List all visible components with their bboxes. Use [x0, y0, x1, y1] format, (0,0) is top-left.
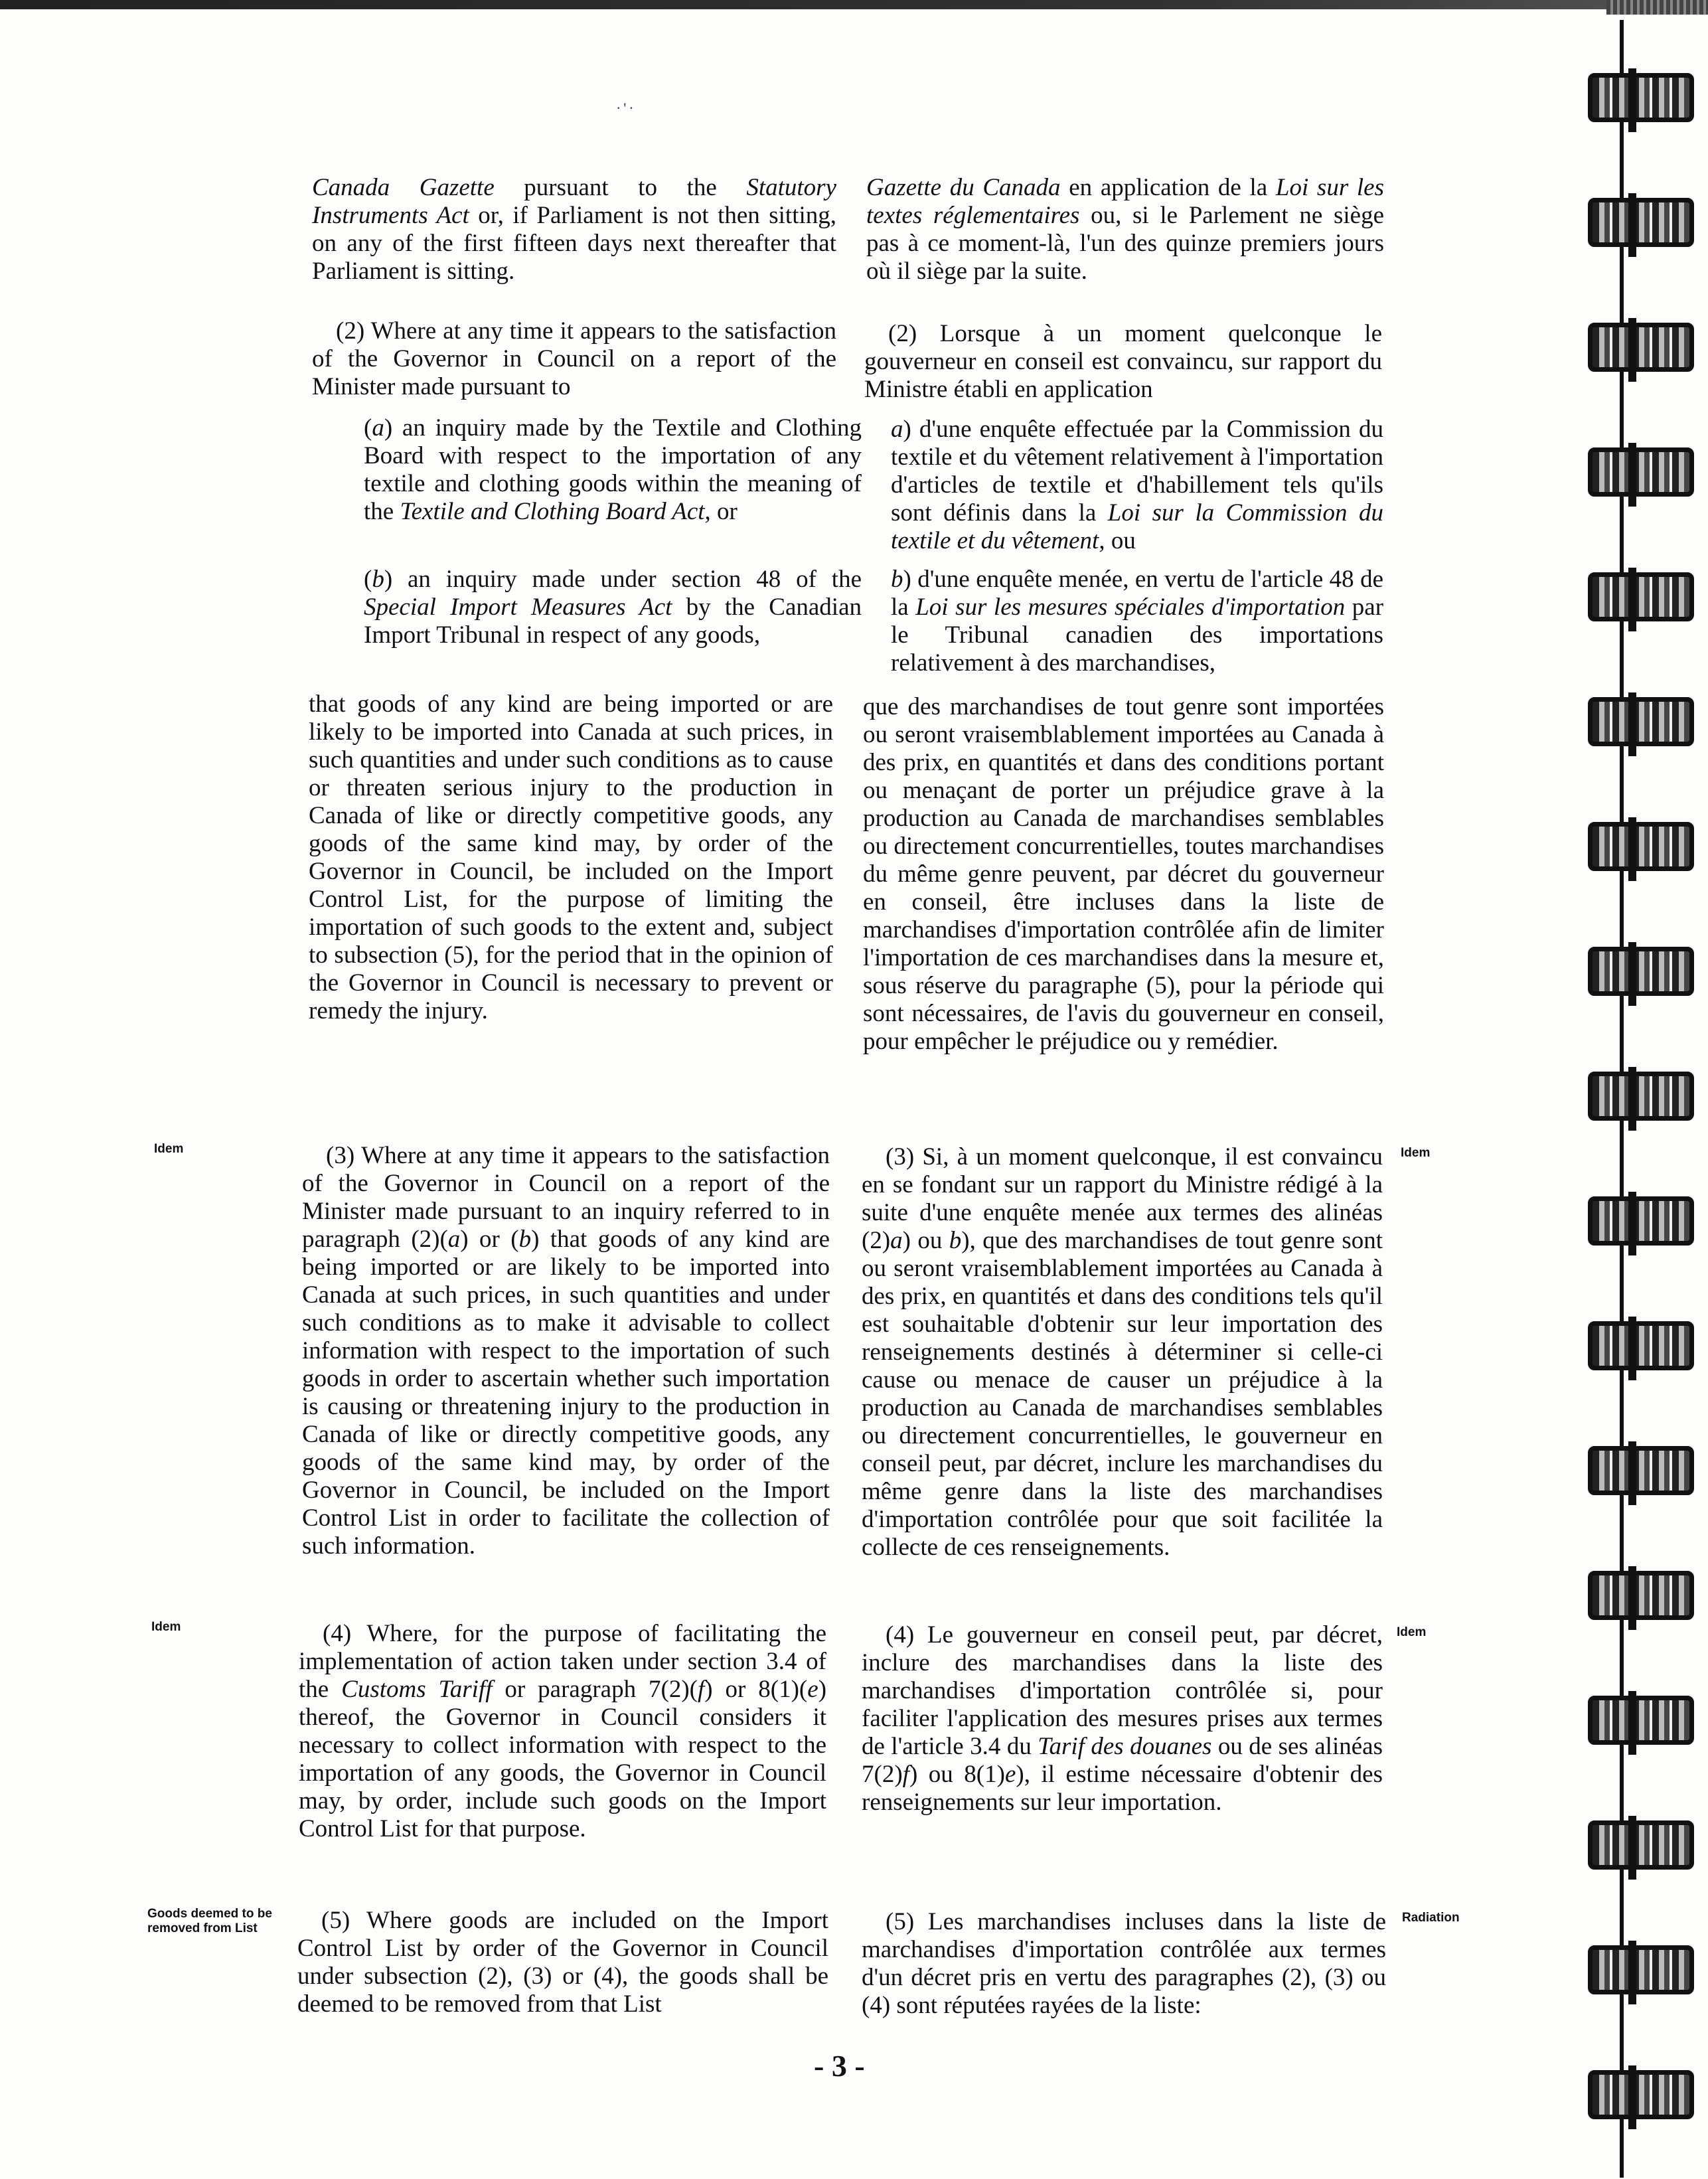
binding-ring: [1588, 1321, 1694, 1370]
en-s3-t0: (3) Where at any time it appears to the satisfaction of the Governor in Council on a report of the Minister made pursuant to an inquiry referred to in paragraph (2)(: [302, 1142, 830, 1253]
en-s5: (5) Where goods are included on the Import Control List by order of the Governor in Council under subsection (2), (3) or (4), the goods shall be deemed to be removed from that List: [297, 1907, 828, 2018]
en-s4-e: e: [807, 1676, 818, 1703]
en-s4-t2: ) or 8(1)(: [704, 1676, 808, 1703]
fr-s2b-letter: b: [891, 566, 903, 593]
binding-ring: [1588, 947, 1694, 996]
fr-s2-intro: (2) Lorsque à un moment quelconque le gouverneur en conseil est convaincu, sur rapport du Ministre établi en application: [864, 320, 1382, 403]
en-s3-t1: ) or (: [460, 1226, 519, 1253]
en-p1-act: Statutory Instruments Act: [312, 174, 837, 229]
binding-ring: [1588, 572, 1694, 621]
en-s2b-t2: by the Canadian Import Tribunal in respect of any goods,: [364, 594, 862, 649]
en-s2a-t1: ) an inquiry made by the Textile and Clothing Board with respect to the importation of any textile and clothing goods within the meaning of the: [364, 414, 862, 525]
en-s4: [299, 1620, 826, 1843]
fr-s2-b: [864, 566, 1383, 677]
en-s2-b: [309, 566, 862, 649]
fr-s3-t1: ) ou: [902, 1227, 949, 1254]
en-margin-idem-4: Idem: [151, 1620, 181, 1634]
binding-ring: [1588, 1945, 1694, 1994]
binding-ring: [1588, 822, 1694, 871]
en-s2a-act: Textile and Clothing Board Act: [400, 498, 705, 525]
fr-s4-t2: ) ou 8(1): [909, 1761, 1005, 1788]
en-s2b-t0: (: [364, 566, 372, 593]
binding-ring: [1588, 1571, 1694, 1620]
en-para-1: [312, 174, 836, 285]
en-p1-t2: or, if Parliament is not then sitting, on any of the first fifteen days next thereafter that Parliament is sitting.: [312, 202, 837, 285]
en-s4-f: f: [697, 1676, 705, 1703]
fr-s4: [862, 1621, 1383, 1816]
en-s2b-act: Special Import Measures Act: [364, 594, 672, 621]
fr-p1-t2: ou, si le Parlement ne siège pas à ce moment-là, l'un des quinze premiers jours où il siège par la suite.: [866, 202, 1384, 285]
binding-ring: [1588, 1072, 1694, 1121]
fr-s2a-t2: , ou: [1099, 527, 1136, 554]
fr-s4-f: f: [902, 1761, 909, 1788]
binding-ring: [1588, 697, 1694, 746]
fr-p1-gazette: Gazette du Canada: [866, 174, 1061, 201]
en-s3-a: a: [447, 1226, 461, 1253]
en-p1-gazette: Canada Gazette: [312, 174, 495, 201]
en-margin-deemed-removed: Goods deemed to be removed from List: [147, 1907, 272, 1935]
binding-ring: [1588, 1696, 1694, 1745]
en-s2a-t2: , or: [704, 498, 738, 525]
en-s4-t0: (4) Where, for the purpose of facilitating the implementation of action taken under section 3.4 of the: [299, 1620, 826, 1703]
binding-ring: [1588, 1820, 1694, 1870]
binding-ring: [1588, 323, 1694, 372]
fr-s3-a: a: [890, 1227, 903, 1254]
fr-s2a-letter: a: [891, 416, 903, 443]
fr-s3: [862, 1143, 1383, 1562]
fr-s2-tail: que des marchandises de tout genre sont importées ou seront vraisemblablement importées au Canada à des prix, en quantités et dans des conditions portant ou menaçant de porter un préjudice grave à la production au Canada de marchandises semblables ou directement concurrentielles, toutes marchandises du même genre peuvent, par décret du gouverneur en conseil, être incluses dans la liste de marchandises d'importation contrôlée afin de limiter l'importation de ces marchandises dans la mesure et, sous réserve du paragraphe (5), pour la période qui sont nécessaires, de l'avis du gouverneur en conseil, pour empêcher le préjudice ou y remédier.: [863, 693, 1384, 1055]
fr-s3-b: b: [949, 1227, 962, 1254]
en-s2a-letter: a: [372, 414, 384, 442]
fr-s2b-t1: ) d'une enquête menée, en vertu de l'article 48 de la: [891, 566, 1383, 621]
binding-ring: [1588, 73, 1694, 122]
top-scan-artifact: [1606, 0, 1708, 15]
fr-s2b-loi: Loi sur les mesures spéciales d'importation: [915, 594, 1346, 621]
fr-s3-t0: (3) Si, à un moment quelconque, il est convaincu en se fondant sur un rapport du Ministre rédigé à la suite d'une enquête menée aux termes des alinéas (2): [862, 1143, 1383, 1254]
en-s2b-t1: ) an inquiry made under section 48 of the: [384, 566, 862, 593]
fr-s2-a: [864, 416, 1383, 555]
fr-margin-radiation: Radiation: [1402, 1911, 1460, 1925]
en-s2-a: [309, 414, 862, 526]
en-s4-t3: ) thereof, the Governor in Council considers it necessary to collect information with respect to the importation of any goods, the Governor in Council may, by order, include such goods on the Import Control List for that purpose.: [299, 1676, 827, 1842]
fr-s4-t1: ou de ses alinéas 7(2): [862, 1733, 1383, 1788]
binding-ring: [1588, 198, 1694, 247]
en-s2a-t0: (: [364, 414, 372, 442]
binding-ring: [1588, 447, 1694, 497]
fr-p1-loi: Loi sur les textes réglementaires: [866, 174, 1385, 229]
fr-para-1: [866, 174, 1384, 285]
fr-s4-t3: ), il estime nécessaire d'obtenir des renseignements sur leur importation.: [862, 1761, 1383, 1816]
fr-s2a-t1: ) d'une enquête effectuée par la Commission du textile et du vêtement relativement à l'importation d'articles de textile et d'habillement tels qu'ils sont définis dans la: [891, 416, 1383, 526]
en-s3-b: b: [518, 1226, 532, 1253]
fr-margin-idem-4: Idem: [1397, 1625, 1427, 1639]
binding-ring: [1588, 2070, 1694, 2119]
fr-s3-t2: ), que des marchandises de tout genre sont ou seront vraisemblablement importées au Canada à des prix, en quantités et dans des conditions tels qu'il est souhaitable d'obtenir sur leur importation des renseignements destinés à déterminer si celle-ci cause ou menace de causer un préjudice à la production au Canada de marchandises semblables ou directement concurrentielles, le gouverneur en conseil peut, par décret, inclure les marchandises du même genre dans la liste des marchandises d'importation contrôlée pour que soit facilitée la collecte de ces renseignements.: [862, 1227, 1383, 1561]
binding-ring: [1588, 1446, 1694, 1495]
en-s2-tail: that goods of any kind are being imported or are likely to be imported into Canada at such prices, in such quantities and under such conditions as to cause or threaten serious injury to the production in Canada of like or directly competitive goods, any goods of the same kind may, by order of the Governor in Council, be included on the Import Control List, for the purpose of limiting the importation of such goods to the extent and, subject to subsection (5), for the period that in the opinion of the Governor in Council is necessary to prevent or remedy the injury.: [309, 690, 833, 1024]
top-scan-edge: [0, 0, 1708, 9]
en-s4-tariff: Customs Tariff: [341, 1676, 493, 1703]
fr-s2a-loi: Loi sur la Commission du textile et du vêtement: [891, 499, 1383, 554]
en-s3: [302, 1142, 830, 1560]
fr-s4-tarif: Tarif des douanes: [1038, 1733, 1212, 1760]
binding-ring: [1588, 1196, 1694, 1246]
fr-s4-t0: (4) Le gouverneur en conseil peut, par décret, inclure des marchandises dans la liste des marchandises d'importation contrôlée si, pour faciliter l'application des mesures prises aux termes de l'article 3.4 du: [862, 1621, 1383, 1760]
en-s4-t1: or paragraph 7(2)(: [492, 1676, 698, 1703]
en-margin-idem-3: Idem: [154, 1142, 184, 1156]
en-s3-t2: ) that goods of any kind are being imported or are likely to be imported into Canada at such prices, in such quantities and under such conditions as to make it advisable to collect information with respect to the importation of such goods in order to ascertain whether such importation is causing or threatening injury to the production in Canada of like or directly competitive goods, any goods of the same kind may, by order of the Governor in Council, be included on the Import Control List in order to facilitate the collection of such information.: [302, 1226, 830, 1560]
fr-p1-t1: en application de la: [1060, 174, 1276, 201]
fr-s4-e: e: [1004, 1761, 1016, 1788]
page-number: - 3 -: [814, 2049, 865, 2083]
en-s2-intro: (2) Where at any time it appears to the satisfaction of the Governor in Council on a report of the Minister made pursuant to: [312, 317, 836, 400]
fr-s5: (5) Les marchandises incluses dans la liste de marchandises d'importation contrôlée aux termes d'un décret pris en vertu des paragraphes (2), (3) ou (4) sont réputées rayées de la liste:: [862, 1908, 1386, 2019]
en-p1-t1: pursuant to the: [494, 174, 747, 201]
fr-s2b-t2: par le Tribunal canadien des importations relativement à des marchandises,: [891, 594, 1384, 677]
fr-margin-idem-3: Idem: [1401, 1146, 1431, 1160]
en-s2b-letter: b: [372, 566, 384, 593]
scan-speck: ·'·: [616, 100, 637, 116]
